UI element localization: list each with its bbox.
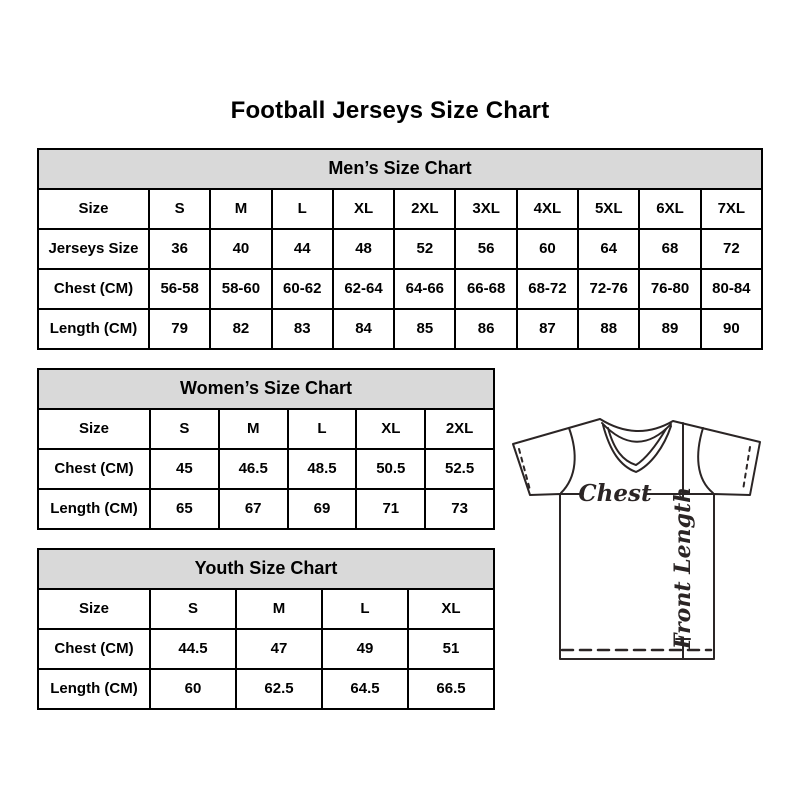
row-header-cell: Chest (CM) — [38, 449, 150, 489]
data-cell: S — [150, 589, 236, 629]
row-header-cell: Jerseys Size — [38, 229, 149, 269]
data-cell: 64.5 — [322, 669, 408, 709]
mens-table-title: Men’s Size Chart — [38, 149, 762, 189]
youth-size-chart — [37, 548, 495, 710]
data-cell: 72-76 — [578, 269, 639, 309]
data-cell: L — [288, 409, 357, 449]
data-cell: 46.5 — [219, 449, 288, 489]
data-cell: 56 — [455, 229, 516, 269]
data-cell: S — [150, 409, 219, 449]
data-cell: 48.5 — [288, 449, 357, 489]
data-cell: 44 — [272, 229, 333, 269]
jersey-outline — [513, 419, 760, 659]
data-cell: 2XL — [394, 189, 455, 229]
data-cell: 2XL — [425, 409, 494, 449]
row-header-cell: Chest (CM) — [38, 629, 150, 669]
data-cell: M — [236, 589, 322, 629]
data-cell: 66-68 — [455, 269, 516, 309]
data-cell: 68 — [639, 229, 700, 269]
data-cell: 90 — [701, 309, 762, 349]
page-title: Football Jerseys Size Chart — [230, 97, 550, 124]
data-cell: 84 — [333, 309, 394, 349]
data-cell: 76-80 — [639, 269, 700, 309]
data-cell: 58-60 — [210, 269, 271, 309]
data-cell: XL — [408, 589, 494, 629]
data-cell: 60-62 — [272, 269, 333, 309]
data-cell: 50.5 — [356, 449, 425, 489]
data-cell: 89 — [639, 309, 700, 349]
data-cell: 67 — [219, 489, 288, 529]
data-cell: 40 — [210, 229, 271, 269]
youth-table-title: Youth Size Chart — [38, 549, 494, 589]
data-cell: 68-72 — [517, 269, 578, 309]
data-cell: 86 — [455, 309, 516, 349]
data-cell: 47 — [236, 629, 322, 669]
data-cell: 82 — [210, 309, 271, 349]
data-cell: 62.5 — [236, 669, 322, 709]
mens-size-chart — [37, 148, 763, 350]
data-cell: 65 — [150, 489, 219, 529]
data-cell: 7XL — [701, 189, 762, 229]
data-cell: 36 — [149, 229, 210, 269]
womens-table — [37, 368, 495, 530]
data-cell: 87 — [517, 309, 578, 349]
front-length-label: Front Length — [670, 486, 696, 650]
data-cell: 48 — [333, 229, 394, 269]
data-cell: 73 — [425, 489, 494, 529]
data-cell: 56-58 — [149, 269, 210, 309]
womens-table-title: Women’s Size Chart — [38, 369, 494, 409]
data-cell: L — [322, 589, 408, 629]
data-cell: 60 — [150, 669, 236, 709]
row-header-cell: Length (CM) — [38, 489, 150, 529]
data-cell: 5XL — [578, 189, 639, 229]
mens-table — [37, 148, 763, 350]
data-cell: 44.5 — [150, 629, 236, 669]
data-cell: 3XL — [455, 189, 516, 229]
row-header-cell: Length (CM) — [38, 669, 150, 709]
data-cell: 66.5 — [408, 669, 494, 709]
data-cell: 69 — [288, 489, 357, 529]
womens-size-chart — [37, 368, 495, 530]
data-cell: 52.5 — [425, 449, 494, 489]
data-cell: 49 — [322, 629, 408, 669]
data-cell: 85 — [394, 309, 455, 349]
data-cell: 64 — [578, 229, 639, 269]
data-cell: 64-66 — [394, 269, 455, 309]
data-cell: 71 — [356, 489, 425, 529]
data-cell: 62-64 — [333, 269, 394, 309]
data-cell: 60 — [517, 229, 578, 269]
row-header-cell: Size — [38, 589, 150, 629]
chest-label: Chest — [578, 480, 652, 507]
data-cell: M — [219, 409, 288, 449]
data-cell: 72 — [701, 229, 762, 269]
data-cell: 79 — [149, 309, 210, 349]
data-cell: 83 — [272, 309, 333, 349]
row-header-cell: Size — [38, 189, 149, 229]
data-cell: 51 — [408, 629, 494, 669]
row-header-cell: Chest (CM) — [38, 269, 149, 309]
data-cell: 6XL — [639, 189, 700, 229]
jersey-measurement-diagram — [505, 398, 775, 670]
data-cell: M — [210, 189, 271, 229]
data-cell: S — [149, 189, 210, 229]
data-cell: L — [272, 189, 333, 229]
data-cell: 4XL — [517, 189, 578, 229]
data-cell: 88 — [578, 309, 639, 349]
data-cell: 45 — [150, 449, 219, 489]
data-cell: 80-84 — [701, 269, 762, 309]
youth-table — [37, 548, 495, 710]
data-cell: 52 — [394, 229, 455, 269]
jersey-diagram-svg — [505, 398, 775, 670]
data-cell: XL — [333, 189, 394, 229]
row-header-cell: Size — [38, 409, 150, 449]
data-cell: XL — [356, 409, 425, 449]
row-header-cell: Length (CM) — [38, 309, 149, 349]
